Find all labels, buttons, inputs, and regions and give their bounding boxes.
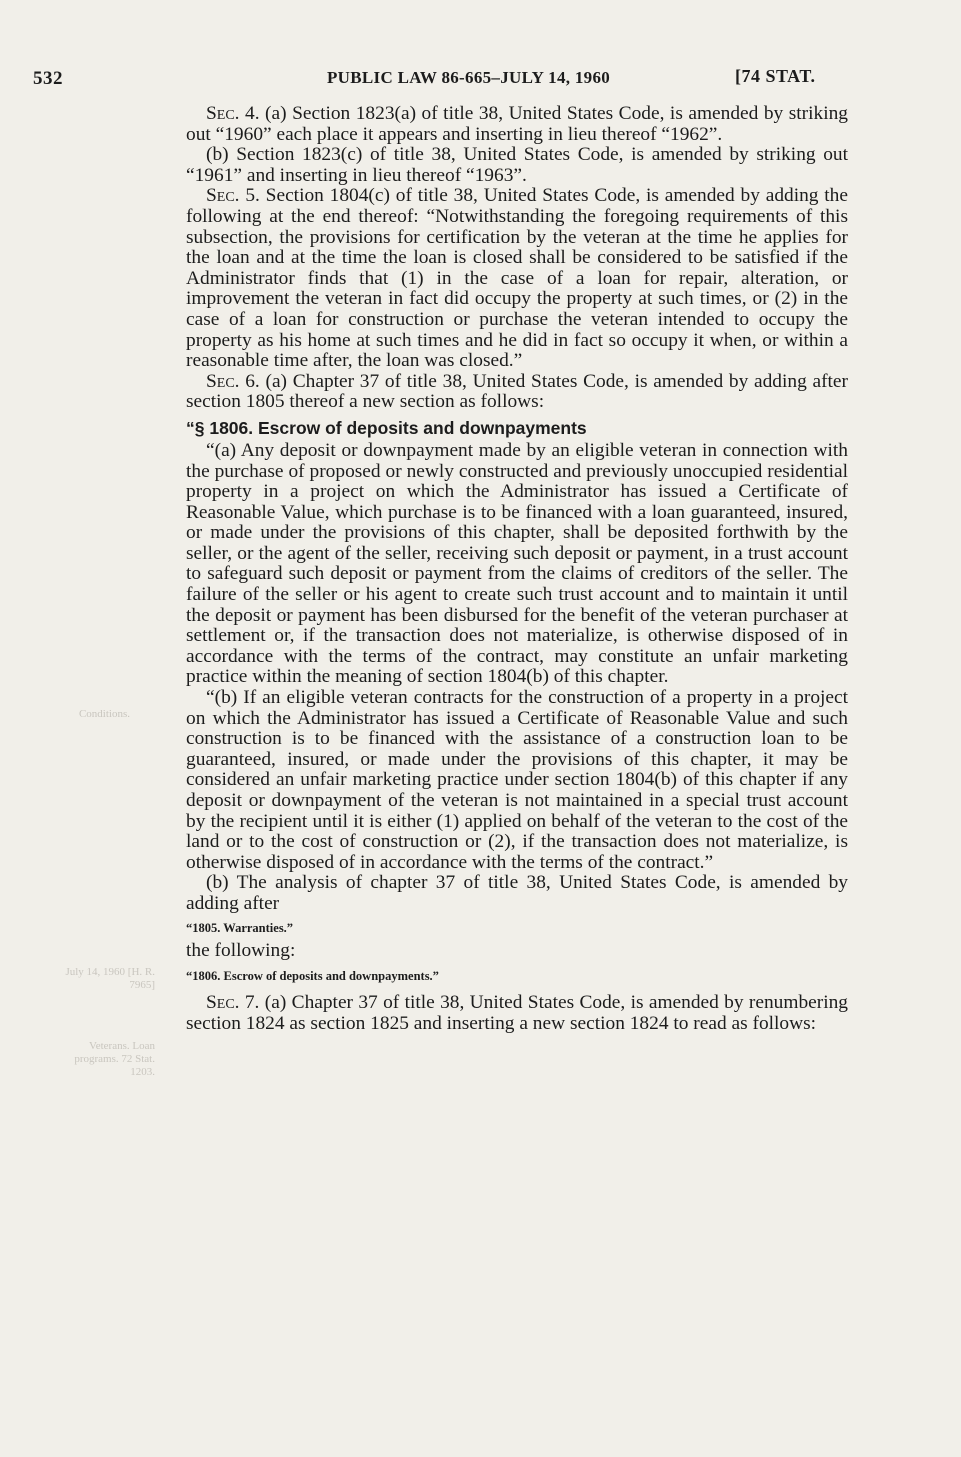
section-label: Sec. 6. (206, 370, 260, 392)
section-text: Section 1804(c) of title 38, United States Code, is amended by adding the following at the end thereof: “Notwithstanding the foregoing requirements of this subsection, the provisions for certification by the veteran at the time he applies for the loan and at the time the loan is closed shall be considered to be satisfied if the Administrator finds that (1) in the case of a loan for repair, alteration, or improvement the veteran in fact did occupy the property at such times, or (2) in the case of a loan for construction or purchase the veteran intended to occupy the property as his home at such times and he did in fact so occupy it when, or within a reasonable time after, the loan was closed.” (186, 185, 848, 372)
section-7a (186, 993, 848, 1034)
section-text: (a) Section 1823(a) of title 38, United States Code, is amended by striking out “1960” each place it appears and inserting in lieu thereof “1962”. (186, 103, 848, 145)
section-text: (a) Chapter 37 of title 38, United States Code, is amended by adding after section 1805 thereof a new section as follows: (186, 370, 848, 413)
section-1806-heading: “§ 1806. Escrow of deposits and downpayments (186, 417, 587, 438)
analysis-item-1805: “1805. Warranties.” (186, 920, 294, 935)
section-6a-intro (186, 372, 848, 413)
section-label: Sec. 5. (206, 185, 260, 207)
page-number: 532 (33, 68, 63, 89)
statute-text (186, 104, 848, 1034)
section-1806-a: “(a) Any deposit or downpayment made by an eligible veteran in connection with the purchase of proposed or newly constructed and previously unoccupied residential property in a project on which the Administrator has issued a Certificate of Reasonable Value, which purchase is to be financed with a loan guaranteed, insured, or made under the provisions of this chapter, shall be deposited forthwith by the seller, or the agent of the seller, receiving such deposit or payment, in a trust account to safeguard such deposit or payment from the claims of creditors of the seller. The failure of the seller or his agent to create such trust account and to maintain it until the deposit or payment has been disbursed for the benefit of the veteran purchaser at settlement or, if the transaction does not materialize, is otherwise disposed of in accordance with the terms of the contract, may constitute an unfair marketing practice within the meaning of section 1804(b) of this chapter. (186, 439, 848, 688)
section-6b: (b) The analysis of chapter 37 of title 38, United States Code, is amended by adding after (186, 872, 848, 914)
section-label: Sec. 7. (206, 992, 260, 1014)
section-label: Sec. 4. (206, 103, 260, 124)
section-4b: (b) Section 1823(c) of title 38, United States Code, is amended by striking out “1961” and inserting in lieu thereof “1963”. (186, 144, 848, 186)
margin-note-conditions: Conditions. (78, 708, 130, 720)
section-4a (186, 104, 848, 145)
section-1806-b: “(b) If an eligible veteran contracts for the construction of a property in a project on which the Administrator has issued a Certificate of Reasonable Value and such construction is to be financed with the assistance of a construction loan to be guaranteed, insured, or made under the provisions of this chapter, it may be considered an unfair marketing practice under section 1804(b) of this chapter if any deposit or downpayment of the veteran is not maintained in a special trust account by the recipient until it is either (1) applied on behalf of the veteran to the cost of the land or to the cost of construction or (2), if the transaction does not materialize, is otherwise disposed of in accordance with the terms of the contract.” (186, 687, 848, 873)
section-text: (a) Chapter 37 of title 38, United States Code, is amended by renumbering section 1824 as section 1825 and inserting a new section 1824 to read as follows: (186, 992, 848, 1034)
volume-reference: [74 STAT. (735, 66, 816, 86)
running-head: PUBLIC LAW 86-665–JULY 14, 1960 (327, 68, 611, 87)
margin-note-veterans: Veterans. Loan programs. 72 Stat. 1203. (74, 1040, 155, 1078)
analysis-item-1806: “1806. Escrow of deposits and downpayments.” (186, 969, 439, 984)
section-5 (186, 186, 848, 371)
the-following: the following: (186, 939, 296, 961)
margin-note-date: July 14, 1960 [H. R. 7965] (65, 966, 155, 991)
